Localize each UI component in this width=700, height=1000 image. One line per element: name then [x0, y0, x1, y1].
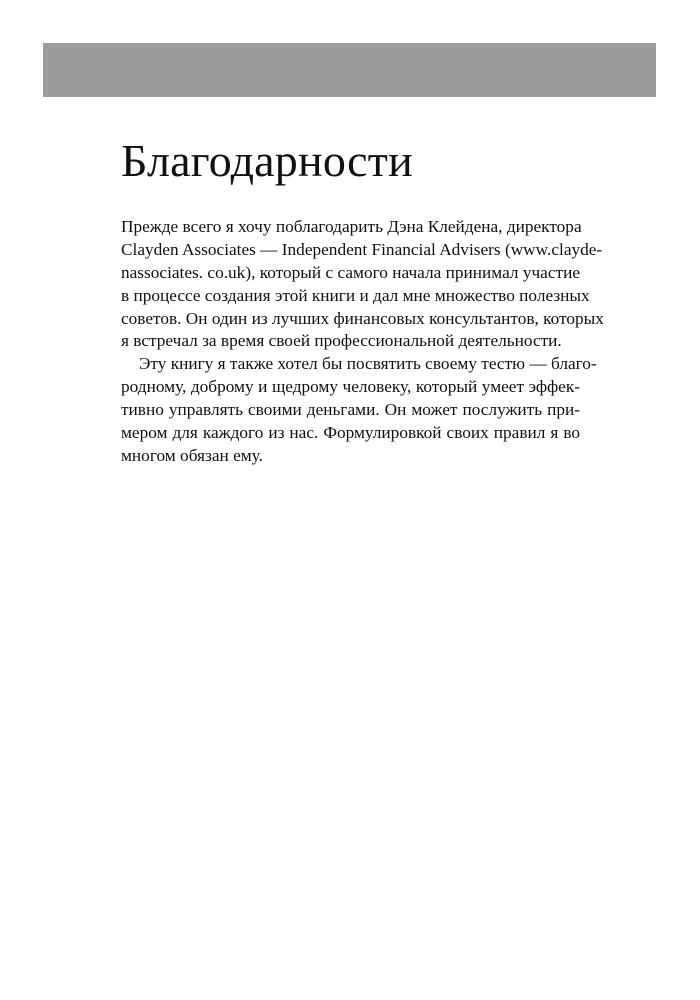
paragraph-1	[121, 216, 604, 353]
paragraph-2	[121, 353, 597, 467]
header-band	[43, 43, 656, 97]
text-line: родному, доброму и щедрому человеку, который умеет эффек-	[121, 377, 580, 397]
text-line: советов. Он один из лучших финансовых консультантов, которых	[121, 308, 604, 328]
text-line: тивно управлять своими деньгами. Он может послужить при-	[121, 400, 580, 420]
text-line: в процессе создания этой книги и дал мне множество полезных	[121, 285, 590, 305]
text-line: я встречал за время своей профессиональной деятельности.	[121, 331, 562, 351]
page-title: Благодарности	[121, 135, 413, 186]
text-line: Эту книгу я также хотел бы посвятить своему тестю — благо-	[139, 354, 597, 374]
text-line: мером для каждого из нас. Формулировкой своих правил я во	[121, 423, 580, 443]
text-line: nassociates. co.uk), который с самого начала принимал участие	[121, 262, 580, 282]
text-line: многом обязан ему.	[121, 445, 263, 465]
text-line: Clayden Associates — Independent Financial Advisers (www.clayde-	[121, 239, 603, 259]
text-line: Прежде всего я хочу поблагодарить Дэна Клейдена, директора	[121, 217, 582, 236]
body-text	[121, 216, 604, 468]
